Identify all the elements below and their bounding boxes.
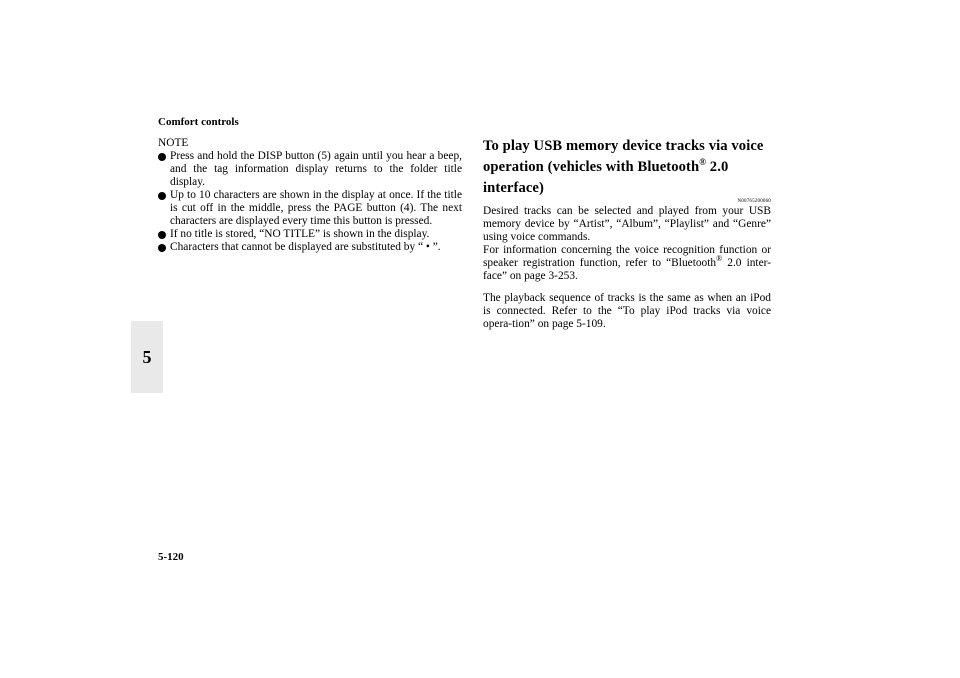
note-item-text: If no title is stored, “NO TITLE” is shown in the display. xyxy=(170,228,430,240)
paragraph-reference xyxy=(483,244,771,283)
chapter-number: 5 xyxy=(142,346,152,367)
note-block xyxy=(158,137,462,254)
note-item xyxy=(158,241,462,254)
bullet-icon xyxy=(158,153,166,161)
paragraph-reference-suffix: 2.0 inter-face” on page 3-253. xyxy=(483,257,772,282)
note-item xyxy=(158,150,462,189)
note-item xyxy=(158,189,462,228)
registered-mark: ® xyxy=(699,157,707,168)
chapter-tab xyxy=(131,321,163,393)
usb-voice-section xyxy=(483,136,771,331)
paragraph-intro: Desired tracks can be selected and played from your USB memory device by “Artist”, “Album”, “Playlist” and “Genre” using voice commands. xyxy=(483,205,771,243)
paragraph-playback: The playback sequence of tracks is the same as when an iPod is connected. Refer to the “To play iPod tracks via voice opera-tion” on page 5-109. xyxy=(483,292,771,330)
paragraph-reference-text: For information concerning the voice recognition function or speaker registration function, refer to “Bluetooth xyxy=(483,244,771,269)
note-item-text: Press and hold the DISP button (5) again until you hear a beep, and the tag information display returns to the folder title display. xyxy=(170,150,462,188)
bullet-icon xyxy=(158,244,166,252)
bullet-icon xyxy=(158,231,166,239)
page-number: 5-120 xyxy=(158,551,184,563)
note-item-text: Up to 10 characters are shown in the display at once. If the title is cut off in the middle, press the PAGE button (4). The next characters are displayed every time this button is pressed. xyxy=(170,189,462,227)
section-header: Comfort controls xyxy=(158,116,239,128)
doc-code: N00765200060 xyxy=(737,199,771,204)
note-item xyxy=(158,228,462,241)
note-item-text: Characters that cannot be displayed are substituted by “ • ”. xyxy=(170,241,441,253)
note-list xyxy=(158,150,462,254)
bullet-icon xyxy=(158,192,166,200)
section-title xyxy=(483,136,771,199)
note-label: NOTE xyxy=(158,137,189,149)
section-title-suffix: 2.0 interface) xyxy=(483,159,729,196)
registered-mark: ® xyxy=(716,254,723,264)
section-title-text: To play USB memory device tracks via voice operation (vehicles with Bluetooth xyxy=(483,138,764,175)
